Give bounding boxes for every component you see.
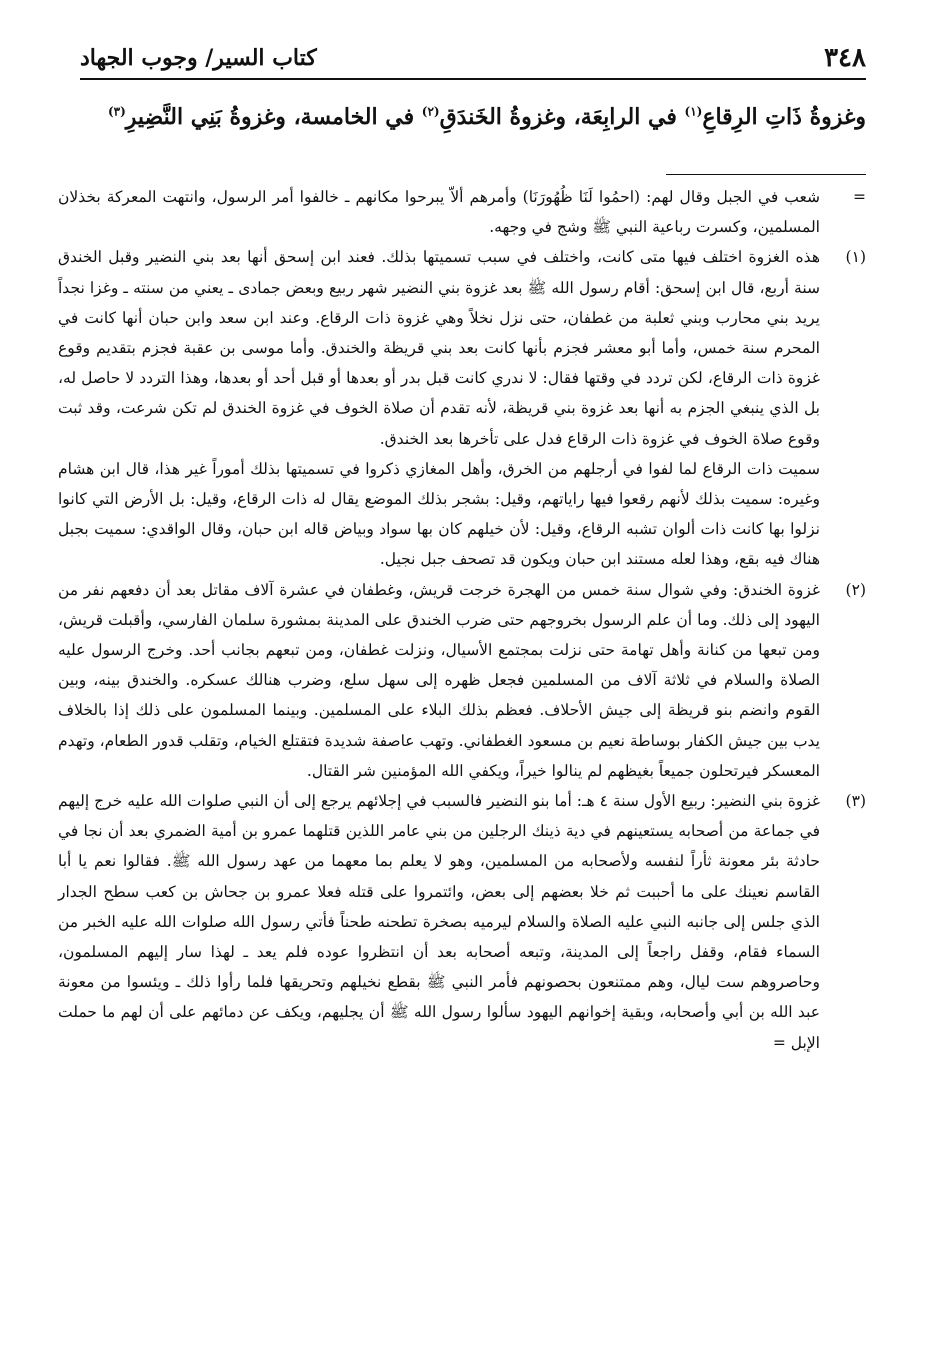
footnote-marker: (١) — [845, 248, 866, 267]
main-text-part: في الخامسة، وغزوةُ بَنِي النَّضِيرِ — [125, 104, 422, 130]
running-header — [80, 38, 866, 80]
footnotes — [58, 182, 866, 1058]
footnote-continuation — [58, 182, 866, 242]
footnote-ref[interactable]: (٢) — [421, 104, 440, 119]
footnote-paragraph: غزوة الخندق: وفي شوال سنة خمس من الهجرة خرجت قريش، وغطفان في عشرة آلاف مقاتل بعد أن دفعهم نفر من اليهود إلى ذلك. وما أن علم الرسول بخروجهم حتى ضرب الخندق على المدينة بمشورة سلمان الفارسي، وأقبلت قريش، ومن تبعها من كنانة وأهل تهامة حتى نزلت بمجتمع الأسيال، ونزلت غطفان، ومن تبعهم بجانب أحد. وخرج الرسول عليه الصلاة والسلام في ثلاثة آلاف من المسلمين فجعل ظهره إلى سهل سلع، وضرب هنالك عسكره. والخندق بينه، وبين القوم وانضم بنو قريظة إلى جيش الأحلاف. فعظم بذلك البلاء على المسلمين. وبينما المسلمون على ذلك إذا بالخلاف يدب بين جيش الكفار بوساطة نعيم بن مسعود الغطفاني. وتهب عاصفة شديدة فتقتلع الخيام، وتقلب قدور الطعام، وتهدم المعسكر فيرتحلون جميعاً بغيظهم لم ينالوا خيراً، ويكفي الله المؤمنين شر القتال. — [58, 580, 820, 780]
footnote-body — [58, 182, 820, 242]
footnote-ref[interactable]: (٣) — [107, 104, 126, 119]
footnote-paragraph: غزوة بني النضير: ربيع الأول سنة ٤ هـ: أما بنو النضير فالسبب في إجلائهم يرجع إلى أن النبي صلوات الله عليه خرج إليهم في جماعة من أصحابه يستعينهم في دية ذينك الرجلين من بني عامر اللذين قتلهما عمرو بن أمية الضمري بعد أن نجا في حادثة بئر معونة ثأراً لنفسه ولأصحابه من المسلمين، وهو لا يعلم بما معهما من عهد رسول الله ﷺ. فقالوا نعم يا أبا القاسم نعينك على ما أحببت ثم خلا بعضهم إلى بعض، وائتمروا على قتله فعلا عمرو بن جحاش بن كعب سطح الجدار الذي جلس إلى جانبه النبي عليه الصلاة والسلام ليرميه بصخرة تطحنه طحناً فأتي رسول الله صلوات الله عليه الخبر من السماء فقام، وقفل راجعاً إلى المدينة، وتبعه أصحابه بعد أن انتظروا عوده فلم يعد ـ لهذا سار إليهم المسلمون، وحاصروهم ست ليال، وهم ممتنعون بحصونهم فأمر النبي ﷺ بقطع نخيلهم وتحريقها فلما رأوا ذلك ـ ويئسوا من معونة عبد الله بن أبي وأصحابه، وبقية إخوانهم اليهود سألوا رسول الله ﷺ أن يجليهم، ويكف عن دمائهم على أن لهم ما حملت الإبل = — [58, 792, 820, 1052]
footnote-1 — [58, 242, 866, 574]
footnote-3 — [58, 786, 866, 1058]
footnote-paragraph: شعب في الجبل وقال لهم: (احمُوا لَنَا ظُهُورَنَا) وأمرهم ألاّ يبرحوا مكانهم ـ خالفوا أمر الرسول، وانتهت المعركة بخذلان المسلمين، وكسرت رباعية النبي ﷺ وشج في وجهه. — [58, 188, 820, 237]
footnote-marker: = — [853, 188, 866, 206]
main-text-part: في الرابِعَة، وغزوةُ الخَندَقِ — [439, 104, 685, 130]
footnote-separator — [666, 174, 866, 175]
main-text-part: وغزوةُ ذَاتِ الرِقاعِ — [702, 104, 866, 130]
footnote-marker: (٣) — [845, 792, 866, 811]
footnote-paragraph: هذه الغزوة اختلف فيها متى كانت، واختلف في سبب تسميتها بذلك. فعند ابن إسحق أنها بعد بني النضير وقبل الخندق سنة أربع، قال ابن إسحق: أقام رسول الله ﷺ بعد غزوة بني النضير شهر ربيع وبعض جمادى ـ يعني من سنته ـ وغزا نجداً يريد بني محارب وبني ثعلبة من غطفان، حتى نزل نخلاً وهي غزوة ذات الرقاع. وعند ابن سعد وابن حبان أنها كانت في المحرم سنة خمس، وأما أبو معشر فجزم بأنها كانت بعد بني قريظة والخندق. وأما موسى بن عقبة فجزم بتقديم وقوع غزوة ذات الرقاع، لكن تردد في وقتها فقال: لا ندري كانت قبل بدر أو بعدها أو قبل أحد أو بعدها، وهذا التردد لا حاصل له، بل الذي ينبغي الجزم به أنها بعد غزوة بني قريظة، لأنه تقدم أن صلاة الخوف في غزوة الخندق لم تكن شرعت، وقد ثبت وقوع صلاة الخوف في غزوة ذات الرقاع فدل على تأخرها بعد الخندق. — [58, 248, 820, 448]
running-title: كتاب السير/ وجوب الجهاد — [80, 45, 317, 71]
footnote-marker: (٢) — [845, 580, 866, 599]
footnote-body — [58, 575, 820, 786]
footnote-body — [58, 786, 820, 1058]
footnote-body — [58, 242, 820, 574]
footnote-paragraph: سميت ذات الرقاع لما لفوا في أرجلهم من الخرق، وأهل المغازي ذكروا في تسميتها بذلك أموراً غير هذا، قال ابن هشام وغيره: سميت بذلك لأنهم رقعوا فيها راياتهم، وقيل: بشجر بذلك الموضع يقال له ذات الرقاع، وقيل: بل الأرض التي كانوا نزلوا بها كانت ذات ألوان تشبه الرقاع، وقيل: لأن خيلهم كان بها سواد وبياض قاله ابن حبان، وقال الواقدي: سميت بجبل هناك فيه بقع، وهذا لعله مستند ابن حبان ويكون قد تصحف جبل نجيل. — [58, 459, 820, 569]
footnote-2 — [58, 575, 866, 786]
page-number: ٣٤٨ — [824, 43, 866, 73]
main-text — [80, 96, 866, 138]
footnote-ref[interactable]: (١) — [684, 104, 703, 119]
